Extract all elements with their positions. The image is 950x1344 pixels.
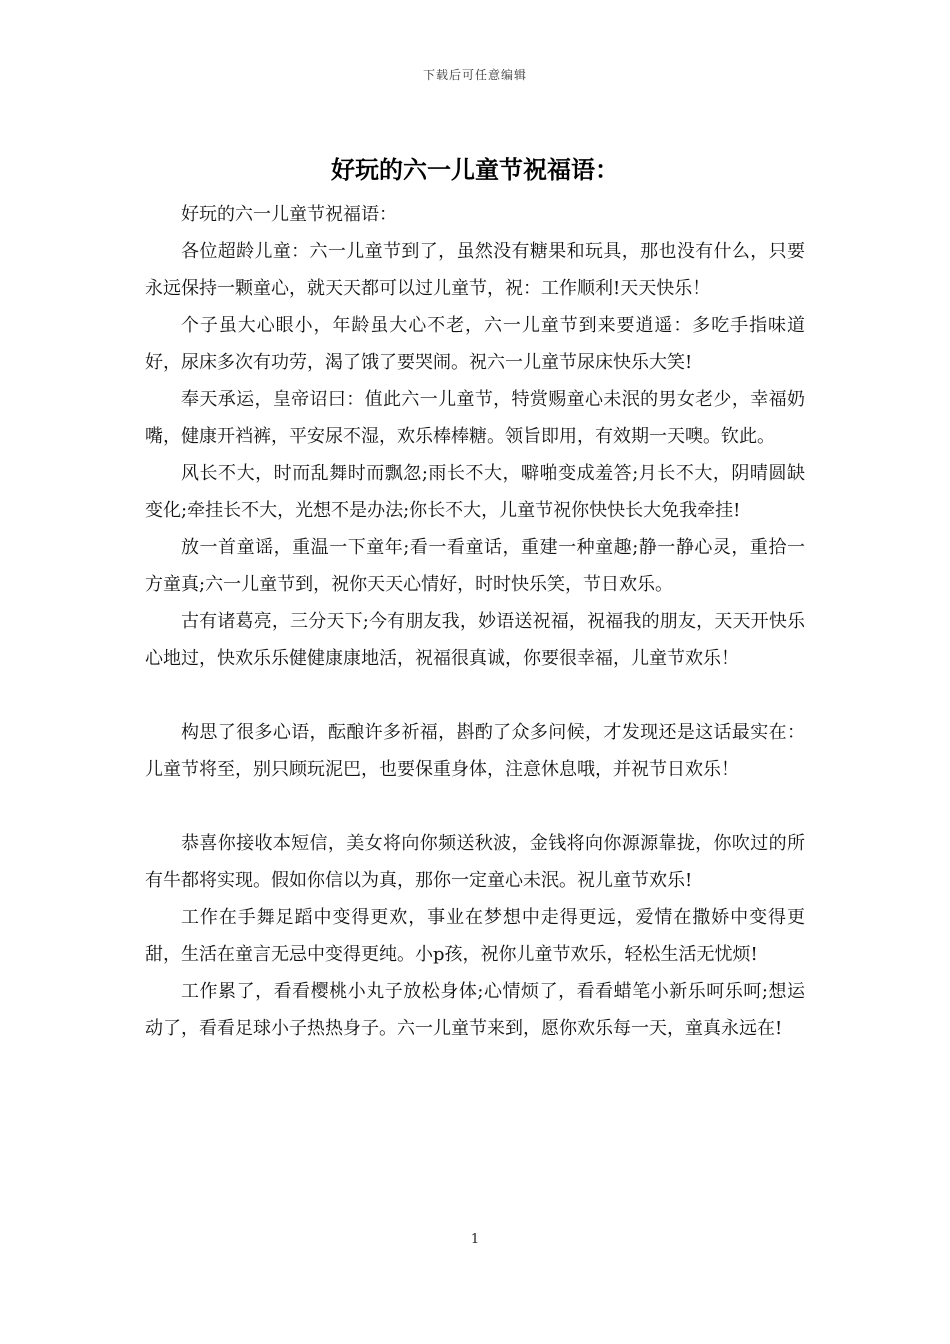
document-body <box>145 196 805 1047</box>
paragraph: 放一首童谣，重温一下童年;看一看童话，重建一种童趣;静一静心灵，重拾一方童真;六一儿童节到，祝你天天心情好，时时快乐笑，节日欢乐。 <box>145 537 805 595</box>
paragraph: 恭喜你接收本短信，美女将向你频送秋波，金钱将向你源源靠拢，你吹过的所有牛都将实现。假如你信以为真，那你一定童心未泯。祝儿童节欢乐! <box>145 833 805 891</box>
header-note: 下载后可任意编辑 <box>422 68 527 82</box>
page-number: 1 <box>470 1232 480 1247</box>
paragraph: 奉天承运，皇帝诏曰：值此六一儿童节，特赏赐童心未泯的男女老少，幸福奶嘴，健康开裆裤，平安尿不湿，欢乐棒棒糖。领旨即用，有效期一天噢。钦此。 <box>145 389 805 447</box>
paragraph: 工作累了，看看樱桃小丸子放松身体;心情烦了，看看蜡笔小新乐呵乐呵;想运动了，看看足球小子热热身子。六一儿童节来到，愿你欢乐每一天，童真永远在! <box>145 981 805 1039</box>
paragraph: 好玩的六一儿童节祝福语： <box>181 204 397 225</box>
paragraph: 个子虽大心眼小，年龄虽大心不老，六一儿童节到来要逍遥：多吃手指味道好，尿床多次有功劳，渴了饿了要哭闹。祝六一儿童节尿床快乐大笑! <box>145 315 805 373</box>
paragraph: 风长不大，时而乱舞时而飘忽;雨长不大，噼啪变成羞答;月长不大，阴晴圆缺变化;牵挂长不大，光想不是办法;你长不大，儿童节祝你快快长大免我牵挂! <box>145 463 805 521</box>
paragraph: 古有诸葛亮，三分天下;今有朋友我，妙语送祝福，祝福我的朋友，天天开快乐心地过，快欢乐乐健健康康地活，祝福很真诚，你要很幸福，儿童节欢乐！ <box>145 611 805 669</box>
paragraph: 工作在手舞足蹈中变得更欢，事业在梦想中走得更远，爱情在撒娇中变得更甜，生活在童言无忌中变得更纯。小p孩，祝你儿童节欢乐，轻松生活无忧烦! <box>145 907 805 965</box>
document-title: 好玩的六一儿童节祝福语： <box>331 155 619 184</box>
paragraph: 各位超龄儿童：六一儿童节到了，虽然没有糖果和玩具，那也没有什么，只要永远保持一颗童心，就天天都可以过儿童节，祝：工作顺利!天天快乐！ <box>145 241 805 299</box>
paragraph: 构思了很多心语，酝酿许多祈福，斟酌了众多问候，才发现还是这话最实在：儿童节将至，别只顾玩泥巴，也要保重身体，注意休息哦，并祝节日欢乐！ <box>145 722 805 780</box>
